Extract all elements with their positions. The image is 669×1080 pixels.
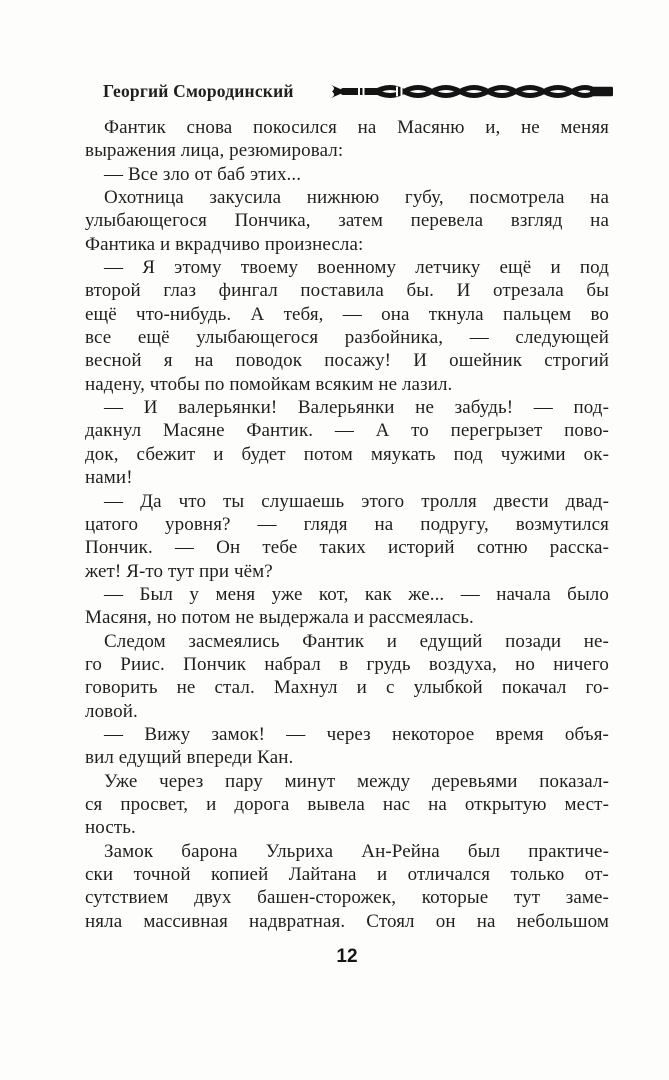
text-line: — Я этому твоему военному летчику ещё и под bbox=[104, 257, 609, 279]
text-line: го Риис. Пончик набрал в грудь воздуха, но ничего bbox=[85, 653, 609, 675]
paragraph bbox=[85, 186, 609, 256]
paragraph bbox=[85, 723, 609, 770]
text-line: второй глаз фингал поставила бы. И отрезала бы bbox=[85, 280, 609, 302]
running-head bbox=[103, 79, 613, 103]
text-line: весной я на поводок посажу! И ошейник строгий bbox=[85, 350, 609, 372]
text-line: все ещё улыбающегося разбойника, — следующей bbox=[85, 327, 609, 349]
page-text bbox=[85, 116, 609, 933]
paragraph bbox=[85, 583, 609, 630]
text-line: Фантика и вкрадчиво произнесла: bbox=[85, 233, 364, 255]
text-line: ность. bbox=[85, 817, 136, 839]
text-line: улыбающегося Пончика, затем перевела взгляд на bbox=[85, 210, 609, 232]
paragraph bbox=[85, 490, 609, 583]
text-line: жет! Я-то тут при чём? bbox=[85, 560, 273, 582]
text-line: — Был у меня уже кот, как же... — начала было bbox=[104, 583, 609, 605]
text-line: ловой. bbox=[85, 700, 138, 722]
text-line: док, сбежит и будет потом мяукать под чужими ок- bbox=[85, 443, 609, 465]
paragraph bbox=[85, 770, 609, 840]
text-line: выражения лица, резюмировал: bbox=[85, 140, 344, 162]
text-line: цатого уровня? — глядя на подругу, возмутился bbox=[85, 513, 609, 535]
author-name: Георгий Смородинский bbox=[103, 80, 294, 101]
text-line: — Все зло от баб этих... bbox=[104, 163, 302, 185]
text-line: Замок барона Ульриха Ан-Рейна был практиче- bbox=[104, 840, 609, 862]
text-line: нами! bbox=[85, 467, 133, 489]
text-line: ся просвет, и дорога вывела нас на открытую мест- bbox=[85, 793, 609, 815]
paragraph bbox=[85, 163, 609, 186]
page-number: 12 bbox=[336, 946, 358, 967]
text-line: сутствием двух башен-сторожек, которые тут заме- bbox=[85, 887, 609, 909]
paragraph bbox=[85, 116, 609, 163]
text-line: — Вижу замок! — через некоторое время объя- bbox=[104, 723, 609, 745]
paragraph bbox=[85, 630, 609, 723]
text-line: няла массивная надвратная. Стоял он на небольшом bbox=[85, 910, 609, 932]
text-line: Пончик. — Он тебе таких историй сотню расска- bbox=[85, 537, 609, 559]
text-line: Охотница закусила нижнюю губу, посмотрела на bbox=[104, 187, 609, 209]
text-line: ещё что-нибудь. А тебя, — она ткнула пальцем во bbox=[85, 303, 609, 325]
text-line: вил едущий впереди Кан. bbox=[85, 747, 294, 769]
paragraph bbox=[85, 256, 609, 396]
paragraph bbox=[85, 840, 609, 933]
text-line: Следом засмеялись Фантик и едущий позади не- bbox=[104, 630, 609, 652]
text-line: дакнул Масяне Фантик. — А то перегрызет пово- bbox=[85, 420, 609, 442]
text-line: надену, чтобы по помойкам всяким не лазил. bbox=[85, 373, 453, 395]
text-line: Масяня, но потом не выдержала и рассмеялась. bbox=[85, 607, 474, 629]
text-line: — И валерьянки! Валерьянки не забудь! — под- bbox=[104, 397, 609, 419]
paragraph bbox=[85, 396, 609, 489]
text-line: Фантик снова покосился на Масяню и, не меняя bbox=[104, 117, 609, 138]
text-line: — Да что ты слушаешь этого тролля двести двад- bbox=[104, 490, 609, 512]
braided-rule-ornament-icon bbox=[328, 83, 613, 100]
text-line: говорить не стал. Махнул и с улыбкой покачал го- bbox=[85, 677, 609, 699]
text-line: ски точной копией Лайтана и отличался только от- bbox=[85, 864, 609, 885]
text-line: Уже через пару минут между деревьями показал- bbox=[104, 770, 609, 792]
